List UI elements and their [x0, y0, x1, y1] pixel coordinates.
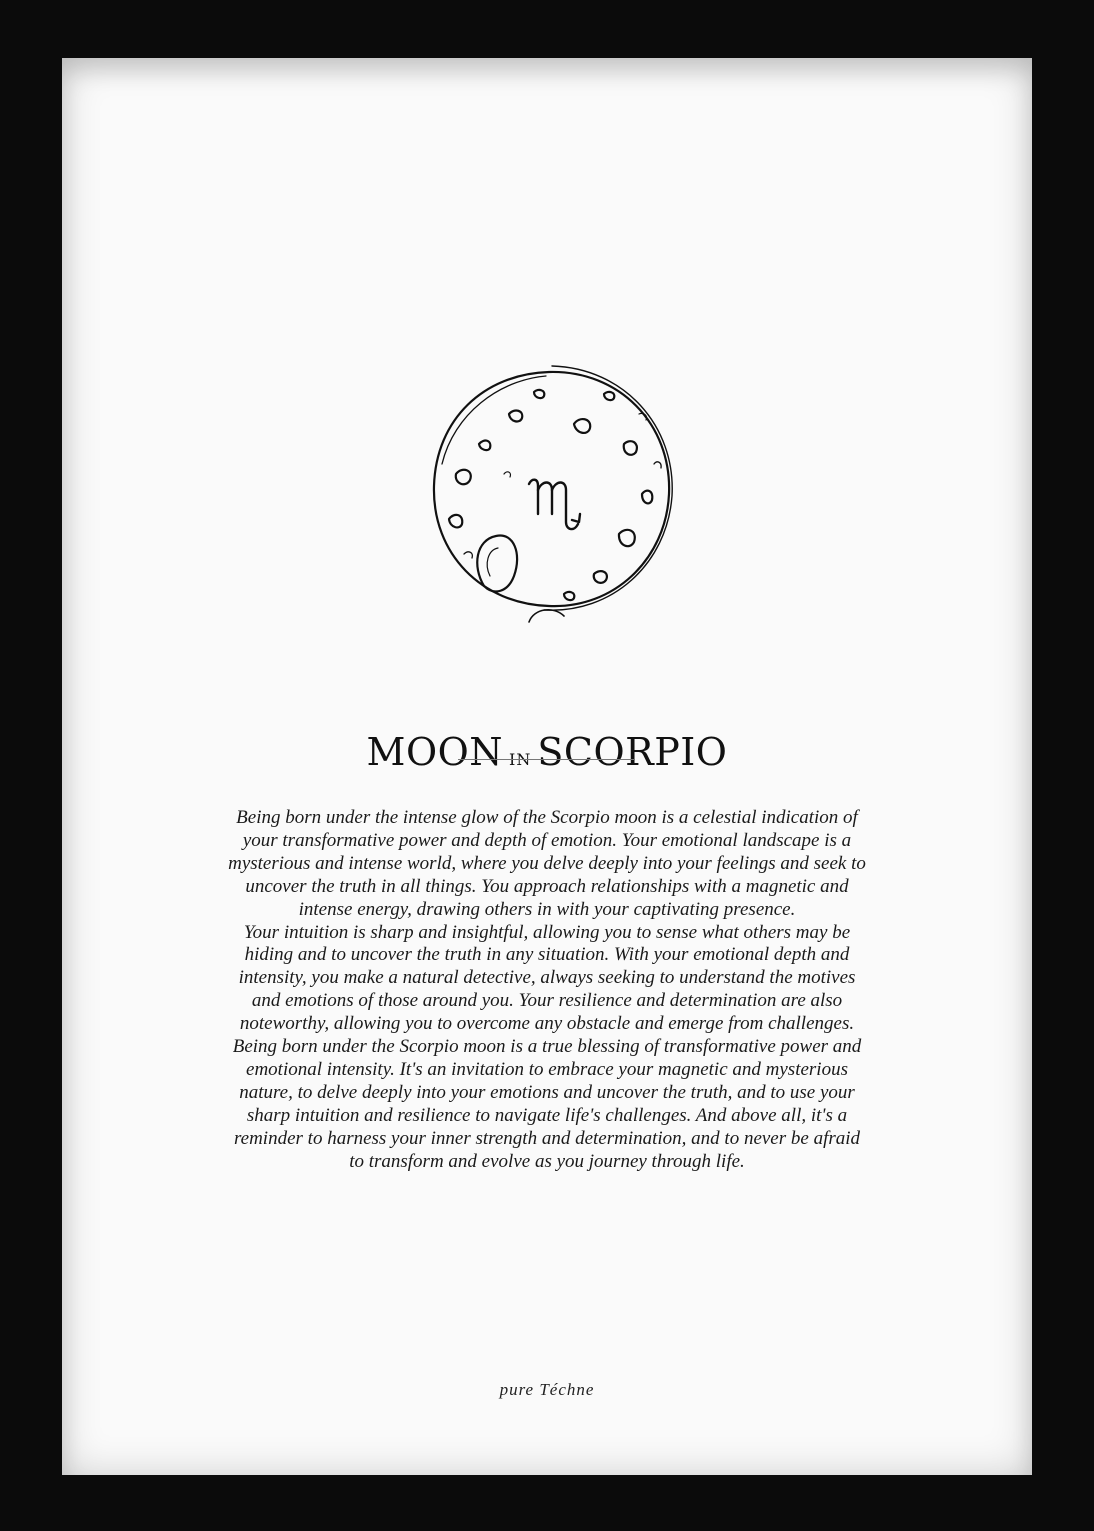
- body-line: uncover the truth in all things. You approach relationships with a magnetic and: [245, 875, 849, 897]
- moon-illustration: [414, 354, 684, 624]
- body-line: to transform and evolve as you journey through life.: [349, 1150, 745, 1172]
- body-line: sharp intuition and resilience to navigate life's challenges. And above all, it's a: [246, 1104, 848, 1126]
- body-line: noteworthy, allowing you to overcome any obstacle and emerge from challenges.: [239, 1013, 855, 1035]
- body-line: Being born under the intense glow of the Scorpio moon is a celestial indication of: [236, 807, 858, 828]
- body-line: Your intuition is sharp and insightful, allowing you to sense what others may be: [243, 921, 851, 943]
- title-main: MOON: [366, 730, 504, 774]
- body-line: hiding and to uncover the truth in any situation. With your emotional depth and: [244, 944, 850, 966]
- body-line: and emotions of those around you. Your resilience and determination are also: [251, 990, 843, 1012]
- brand-signature: pure Téchne: [499, 1380, 595, 1399]
- body-line: reminder to harness your inner strength and determination, and to never be afraid: [233, 1127, 861, 1149]
- body-line: intensity, you make a natural detective, always seeking to understand the motives: [238, 967, 856, 989]
- poster-title: [62, 730, 1032, 774]
- body-line: emotional intensity. It's an invitation to embrace your magnetic and mysterious: [246, 1058, 848, 1080]
- body-line: Being born under the Scorpio moon is a true blessing of transformative power and: [232, 1036, 862, 1058]
- body-line: your transformative power and depth of emotion. Your emotional landscape is a: [242, 829, 852, 851]
- body-line: nature, to delve deeply into your emotions and uncover the truth, and to use your: [239, 1081, 855, 1103]
- poster-body-text: [212, 807, 882, 1174]
- body-line: mysterious and intense world, where you delve deeply into your feelings and seek to: [228, 852, 866, 874]
- title-divider: [458, 759, 635, 760]
- title-connector: IN: [509, 750, 532, 769]
- body-line: intense energy, drawing others in with your captivating presence.: [298, 898, 796, 920]
- poster-paper: [62, 58, 1032, 1475]
- scorpio-glyph-icon: [529, 480, 580, 529]
- title-sign: SCORPIO: [537, 730, 728, 774]
